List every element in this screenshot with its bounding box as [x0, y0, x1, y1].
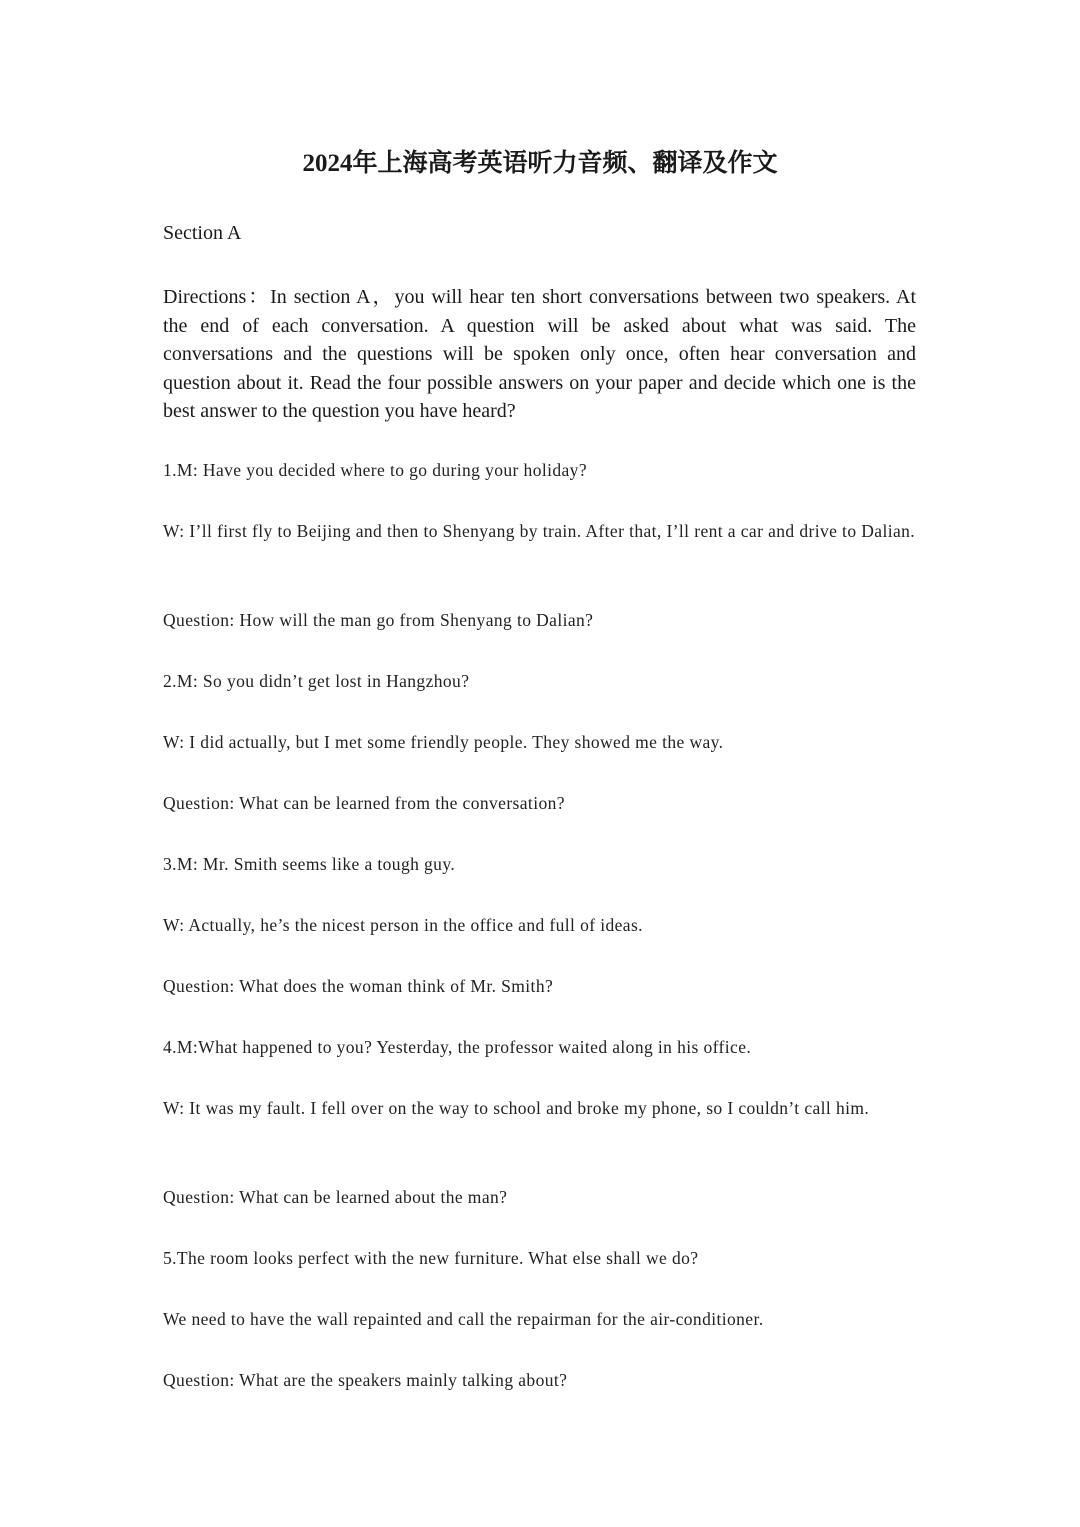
transcript-line: W: I’ll first fly to Beijing and then to Shenyang by train. After that, I’ll rent a car and drive to Dalian.: [163, 521, 916, 541]
transcript-line: Question: How will the man go from Shenyang to Dalian?: [163, 610, 594, 630]
transcript-line: We need to have the wall repainted and call the repairman for the air-conditioner.: [163, 1309, 764, 1329]
section-heading: Section A: [163, 222, 242, 244]
transcript-line: W: I did actually, but I met some friendly people. They showed me the way.: [163, 732, 724, 752]
transcript-line: Question: What are the speakers mainly talking about?: [163, 1370, 568, 1390]
transcript-line: 5.The room looks perfect with the new furniture. What else shall we do?: [163, 1248, 699, 1268]
transcript-line: W: It was my fault. I fell over on the way to school and broke my phone, so I couldn’t call him.: [163, 1098, 870, 1118]
transcript-line: 4.M:What happened to you? Yesterday, the professor waited along in his office.: [163, 1037, 752, 1057]
transcript-line: 1.M: Have you decided where to go during your holiday?: [163, 460, 587, 480]
transcript-line: Question: What does the woman think of Mr. Smith?: [163, 976, 554, 996]
transcript-line: Question: What can be learned from the conversation?: [163, 793, 565, 813]
directions-paragraph: Directions：In section A，you will hear ten short conversations between two speakers. At the end of each conversation. A question will be asked about what was said. The conversations and the questions will be spoken only once, often hear conversation and question about it. Read the four possible answers on your paper and decide which one is the best answer to the question you have heard?: [163, 286, 916, 422]
transcript-line: 3.M: Mr. Smith seems like a tough guy.: [163, 854, 456, 874]
transcript-line: 2.M: So you didn’t get lost in Hangzhou?: [163, 671, 470, 691]
document-title: 2024年上海高考英语听力音频、翻译及作文: [302, 150, 778, 177]
transcript-line: Question: What can be learned about the man?: [163, 1187, 508, 1207]
transcript-line: W: Actually, he’s the nicest person in the office and full of ideas.: [163, 915, 643, 935]
